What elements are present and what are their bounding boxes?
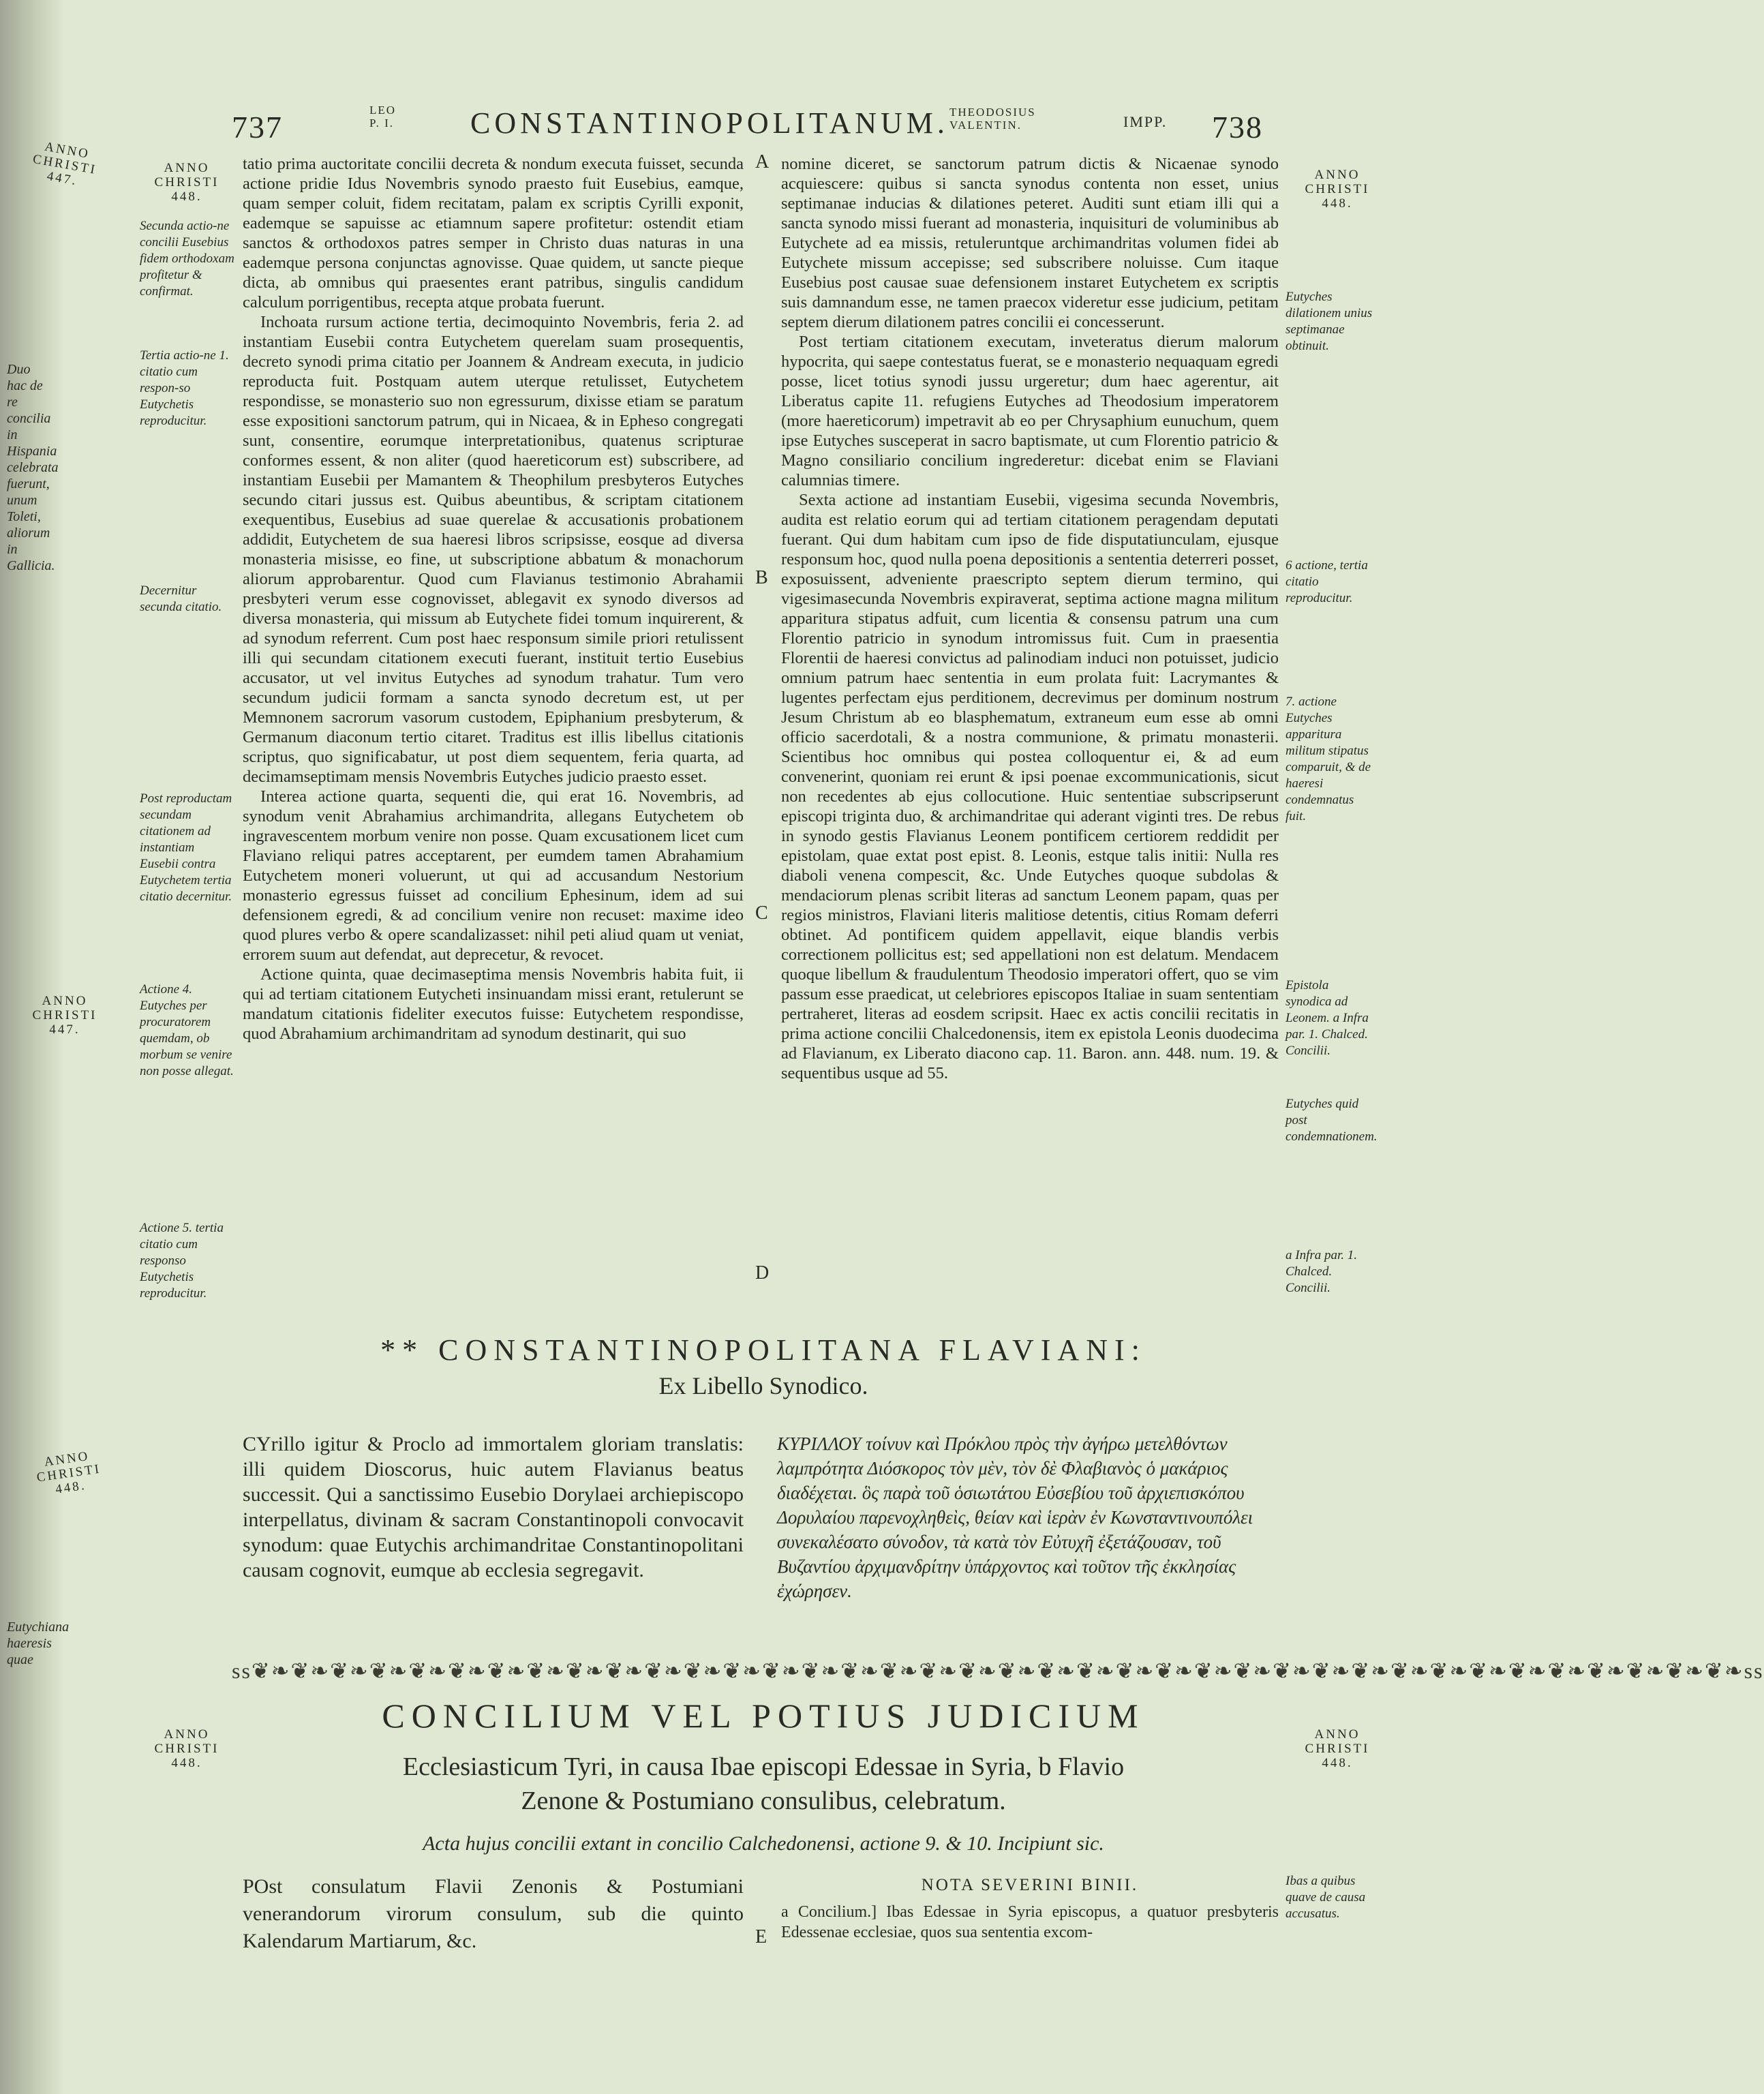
ornamental-border: ss❦❧❦❧❦❧❦❧❦❧❦❧❦❧❦❧❦❧❦❧❦❧❦❧❦❧❦❧❦❧❦❧❦❧❦❧❦❧❦❧❦❧❦❧❦❧❦❧❦❧❦❧❦❧❦❧❦❧❦❧❦❧❦❧❦❧❦❧❦❧❦❧❦❧❦❧ss xyxy=(232,1658,1764,1683)
section-heading: ** CONSTANTINOPOLITANA FLAVIANI: xyxy=(380,1333,1146,1367)
right-sidenote: Eutyches dilationem unius septimanae obtinuit. xyxy=(1286,290,1373,353)
ornament-end: ss xyxy=(232,1658,252,1683)
impp-label: IMPP. xyxy=(1123,113,1168,130)
left-sidenote: Tertia actio-ne 1. citatio cum respon-so Eutychetis reproducitur. xyxy=(140,348,229,428)
paragraph: Inchoata rursum actione tertia, decimoquinto Novembris, feria 2. ad instantiam Eusebii contra Eutychetem querelam suam prosequentis, decreto synodi prima citatio per Joannem & Andream executa, in judicio reproducta fuit. Postquam autem uterque retulisset, Eutychetem respondisse, se monasterio suo non egressurum, dixisse etiam se paratum esse expositioni sanctorum patrum, qui in Nicaea, & in Epheso congregati sunt, consentire, eorumque interpretationibus, quatenus scripturae conformes essent, & non aliter (quod haereticorum est) subscribere, ad instantiam Eusebii per Mamantem & Theophilum presbyteros Eutyches secundo citari jussus est. Quibus abeuntibus, & scriptam citationem exequentibus, Eusebius ad suae querelae & accusationis probationem addidit, Eutychetem de sua haeresi libros scripsisse, eosque ad diversa monasteria misisse, eo fine, ut subscriptione abbatum & monachorum aliorum approbarentur. Quod cum Flavianus testimonio Abrahamii presbyteri verum esse cognovisset, ablegavit ex synodo diversos ad diversa monasteria, qui missum ab Eutychete fidei tomum inquirerent, & ad synodum referrent. Cum post haec responsum simile priori retulissent illi qui secundam citationem executi fuerant, instituit tertio Eusebius accusator, ut vel invitus Eutyches ad synodum trahatur. Tum vero secundum judicii formam a sancta synodo decretum est, ut per Memnonem sacrorum vasorum custodem, Epiphanium presbyterum, & Germanum diaconum tertio citaret. Traditus est illis libellus citationis scriptus, quo significabatur, ut post diem sequentem, feria quarta, ad decimamseptimam mensis Novembris Eutyches judicio praesto esset. xyxy=(243,313,744,786)
left-sidenote: Secunda actio-ne concilii Eusebius fidem orthodoxam profitetur & confirmat. xyxy=(140,219,234,299)
margin-letter-e: E xyxy=(755,1926,767,1947)
greek-text: ΚΥΡΙΛΛΟΥ τοίνυν καὶ Πρόκλου πρὸς τὴν ἀγήρω μετελθόντων λαμπρότητα Διόσκορος τὸν μὲν, τὸν δὲ Φλαβιανὸς ὁ μακάριος διαδέχεται. ὃς παρὰ τοῦ ὁσιωτάτου Εὐσεβίου τοῦ ἀρχιεπισκόπου Δορυλαίου παρενοχληθεὶς, θείαν καὶ ἱερὰν ἐν Κωνσταντινουπόλει συνεκαλέσατο σύνοδον, τὰ κατὰ τὸν Εὐτυχῆ ἐξετάζουσαν, τοῦ Βυζαντίου ἀρχιμανδρίτην ὑπάρχοντος καὶ τοῦτον τῆς ἐκκλησίας ἐχώρησεν. xyxy=(777,1433,1253,1601)
anno-label: ANNO CHRISTI 448. xyxy=(154,161,219,204)
paragraph: Post tertiam citationem executam, inveteratus dierum malorum hypocrita, qui saepe contestatus fuerat, se e monasterio nequaquam egredi posse, licet totius synodi jussu urgeretur; dum haec agerentur, ait Liberatus capite 11. refugiens Eutyches ad Theodosium imperatorem (more haereticorum) impetravit ab eo per Chrysaphium eunuchum, quem ipse Eutyches susceperat in sacro baptismate, ut cum Florentio patricio & Magno consiliario concilium ingrederetur: dicebat enim se Flaviani calumnias timere. xyxy=(781,333,1279,489)
anno-label: ANNO CHRISTI 448. xyxy=(1305,168,1370,211)
margin-letter-d: D xyxy=(755,1262,770,1284)
left-sidenote: Actione 5. tertia citatio cum responso Eutychetis reproducitur. xyxy=(140,1221,224,1301)
right-sidenote: Ibas a quibus quave de causa accusatus. xyxy=(1286,1874,1366,1921)
paragraph: tatio prima auctoritate concilii decreta & nondum executa fuisset, secunda actione pridie Idus Novembris synodo praesto fuit Eusebius, eamque, quam semper coluit, fidem recitatam, palam ex scriptis Cyrilli exponit, eademque se sapuisse ac etiamnum sapere profitetur: ostendit etiam sanctos & orthodoxos patres semper in Christo duas naturas in una eademque persona conjunctas agnovisse. Quae quidem, ut sancte pieque dicta, ab omnibus qui praesentes erant patribus, singulis candidum calculum porrigentibus, recepta atque probata fuerunt. xyxy=(243,155,744,312)
margin-letter-a: A xyxy=(755,151,770,172)
section-heading: CONCILIUM VEL POTIUS JUDICIUM xyxy=(382,1697,1145,1735)
right-sidenote: 6 actione, tertia citatio reproducitur. xyxy=(1286,558,1368,605)
left-sidenote: Post reproductam secundam citationem ad instantiam Eusebii contra Eutychetem tertia citatio decernitur. xyxy=(140,791,232,904)
anno-label: ANNO CHRISTI 448. xyxy=(1305,1727,1370,1770)
facing-page-fragment-1: Duo hac de re concilia in Hispania celebrata fuerunt, unum Toleti, aliorum in Gallicia. xyxy=(7,362,59,573)
left-sidenote: Decernitur secunda citatio. xyxy=(140,583,222,614)
paragraph: Actione quinta, quae decimaseptima mensis Novembris habita fuit, ii qui ad tertiam citationem Eutycheti insinuandam missi erant, retulerunt se mandatum citationis fideliter executos fuisse: Eutychetem respondisse, quod Abrahamium archimandritam ad synodum destinarit, qui suo xyxy=(243,965,744,1043)
left-sidenote: Actione 4. Eutyches per procuratorem quemdam, ob morbum se venire non posse allegat. xyxy=(140,982,234,1078)
anno-label: ANNO CHRISTI 448. xyxy=(154,1727,219,1770)
ornament-end: ss xyxy=(1744,1658,1764,1683)
facing-page-fragment-2: Eutychiana haeresis quae xyxy=(7,1620,70,1667)
anno-label: ANNO CHRISTI 447. xyxy=(31,139,98,189)
section-subheading: Ex Libello Synodico. xyxy=(658,1372,868,1399)
emperors-note: THEODOSIUS VALENTIN. xyxy=(949,106,1036,132)
right-sidenote: Eutyches quid post condemnationem. xyxy=(1286,1097,1378,1144)
section-subheading: Ecclesiasticum Tyri, in causa Ibae episcopi Edessae in Syria, b Flavio xyxy=(402,1752,1125,1781)
section-subheading: Zenone & Postumiano consulibus, celebratum. xyxy=(521,1787,1006,1815)
paragraph: Interea actione quarta, sequenti die, qui erat 16. Novembris, ad synodum venit Abrahamius archimandrita, allegans Eutychetem ob ingravescentem morbum venire non posse. Quam excusationem licet cum Flaviano reliqui patres acceptarent, per eumdem tamen Abrahamium Eutychetem moneri voluerunt, ut qui ad accusandum Nestorium monasterio egressus fuisset ad concilium Ephesinum, idem ad sui defensionem egredi, & ad concilium venire non recuset: maxime ideo quod plures verbo & opere scandalizasset: nihil peti aliud quam ut veniat, errorem suum aut defendat, aut deprecetur, & revocet. xyxy=(243,787,744,964)
anno-label: ANNO CHRISTI 448. xyxy=(35,1448,102,1497)
leo-note: LEO P. I. xyxy=(369,104,397,130)
nota-text: a Concilium.] Ibas Edessae in Syria episcopus, a quatuor presbyteris Edessenae ecclesiae, quos sua sententia excom- xyxy=(781,1903,1279,1941)
page-number-right: 738 xyxy=(1212,110,1263,145)
latin-text: POst consulatum Flavii Zenonis & Postumiani venerandorum virorum consulum, sub die quinto Kalendarum Martiarum, &c. xyxy=(243,1875,744,1952)
column-left xyxy=(243,154,744,1333)
margin-letter-c: C xyxy=(755,902,768,924)
paragraph: Sexta actione ad instantiam Eusebii, vigesima secunda Novembris, audita est relatio eorum qui ad tertiam citationem peragendam deputati fuerant. Qui dum habitam cum ipso de fide disputatiunculam, ejusque responsum hoc, quod nulla poena depositionis a sententia deterreri posset, exposuissent, adveniente praescripto septem dierum termino, qui vigesimasecunda Novembris expiraverat, septima actione magna militum apparitura stipatus adfuit, cum licentia & consensu patrum una cum Florentio patricio in synodum intromissus fuit. Cum in praesentia Florentii de haeresi convictus ad palinodiam induci non potuisset, judicio omnium patrum haec sententia in eum prolata fuit: Lacrymantes & lugentes perfectam ejus perditionem, decrevimus per dominum nostrum Jesum Christum ab eo blasphematum, extraneum eum esse ab omni officio sacerdotali, & a nostra communione, & primatu monasterii. Scientibus hoc omnibus qui postea colloquentur ei, & ad eum convenerint, quoniam rei erunt & ipsi poenae excommunicationis, sicut non recedentes ab ejus collocutione. Huic sententiae subscripserunt episcopi triginta duo, & archimandritae qui aderant viginti tres. De rebus in synodo gestis Flavianus Leonem pontificem certiorem reddidit per epistolam, quae extat post epist. 8. Leonis, estque talis initii: Nulla res diaboli venena compescit, &c. Unde Eutyches quoque subdolas & mendaciorum plenas scribit literas ad sanctum Leonem papam, quas per regios ministros, Flaviani literis malitiose detentis, citius Romam deferri obtinet. Ad pontificem quidem appellavit, eique blandis verbis correctionem pollicitus est; sed appellationi non est delatum. Mendacem quoque libellum & fraudulentum Theodosio imperatori offert, quo se vim passum esse praedicat, ut celebriores episcopos Italiae in suam sententiam pertraheret, literas ad eosdem scripsit. Haec ex actis concilii recitatis in prima actione concilii Chalcedonensis, item ex epistola Leonis duodecima ad Flavianum, ex Liberato diacono cap. 11. Baron. ann. 448. num. 19. & sequentibus usque ad 55. xyxy=(781,491,1279,1082)
right-sidenote: a Infra par. 1. Chalced. Concilii. xyxy=(1286,1248,1358,1295)
acta-line: Acta hujus concilii extant in concilio Calchedonensi, actione 9. & 10. Incipiunt sic. xyxy=(423,1832,1104,1855)
paragraph: nomine diceret, se sanctorum patrum dictis & Nicaenae synodo acquiescere: quibus si sancta synodus contenta non esset, unius septimanae inducias & dilationes peteret. Auditi sunt etiam illi qui a sancta synodo missi fuerant ad monasteria, inquisituri de voluminibus ab Eutychete ad ea missis, retuleruntque archimandritas volumen fidei ab Eutychete missum accepisse; sed subscribere noluisse. Cum itaque Eusebius post causae suae defensionem instaret Eutychetem ex scriptis suis damnandum esse, ne tamen praecox videretur esse judicium, petitam septem dierum dilationem patres concilii ei concesserunt. xyxy=(781,155,1279,331)
right-sidenote: 7. actione Eutyches apparitura militum stipatus comparuit, & de haeresi condemnatus fuit. xyxy=(1286,695,1371,823)
page-number-left: 737 xyxy=(232,110,283,145)
running-title: CONSTANTINOPOLITANUM. xyxy=(470,106,949,140)
latin-text: CYrillo igitur & Proclo ad immortalem gloriam translatis: illi quidem Dioscorus, huic autem Flavianus beatus successit. Qui a sanctissimo Eusebio Dorylaei archiepiscopo interpellatus, divinam & sacram Constantinopoli convocavit synodum: quae Eutychis archimandritae Constantinopolitani causam cognovit, eumque ab ecclesia segregavit. xyxy=(243,1433,744,1581)
nota-heading: NOTA SEVERINI BINII. xyxy=(921,1876,1139,1894)
right-sidenote: Epistola synodica ad Leonem. a Infra par. 1. Chalced. Concilii. xyxy=(1286,978,1369,1058)
column-right xyxy=(781,154,1279,1333)
margin-letter-b: B xyxy=(755,567,768,588)
anno-label: ANNO CHRISTI 447. xyxy=(32,994,97,1037)
